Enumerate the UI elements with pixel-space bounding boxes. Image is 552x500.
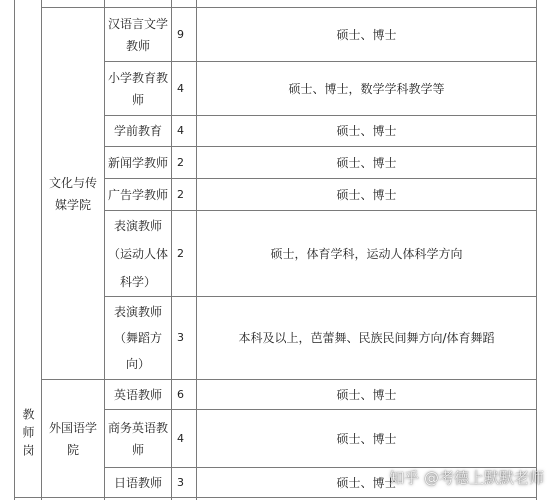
position-text: 学前教育	[113, 124, 162, 138]
requirement-text: 硕士、博士，数学学科教学等	[288, 81, 445, 96]
requirement-text: 硕士、博士	[336, 475, 397, 490]
count-text: 4	[177, 124, 184, 137]
count-cell	[172, 380, 196, 409]
requirement-cell	[197, 297, 536, 379]
count-text: 3	[177, 475, 184, 489]
college-name: 文化与传媒学院	[48, 175, 97, 212]
requirement-cell	[197, 8, 536, 61]
position-cell	[105, 410, 171, 467]
requirement-cell	[197, 147, 536, 178]
count-cell	[172, 179, 196, 210]
count-cell	[172, 147, 196, 178]
position-cell	[105, 211, 171, 296]
count-text: 4	[177, 81, 184, 95]
position-cell	[105, 297, 171, 379]
position-cell	[105, 468, 171, 497]
position-text: 表演教师（舞蹈方向）	[113, 305, 162, 371]
college-cell	[42, 380, 104, 497]
count-cell	[172, 8, 196, 61]
requirement-text: 硕士，体育学科，运动人体科学方向	[270, 246, 463, 261]
requirement-cell	[197, 211, 536, 296]
count-cell	[172, 468, 196, 497]
requirement-cell	[197, 62, 536, 115]
count-text: 6	[177, 387, 184, 401]
count-text: 3	[177, 331, 184, 344]
requirement-text: 硕士、博士	[336, 387, 397, 402]
position-cell	[105, 380, 171, 409]
requirement-cell	[197, 116, 536, 146]
position-text: 英语教师	[113, 387, 162, 402]
requirement-text: 本科及以上，芭蕾舞、民族民间舞方向/体育舞蹈	[238, 331, 495, 345]
requirement-cell	[197, 380, 536, 409]
position-text: 商务英语教师	[107, 420, 168, 457]
position-text: 表演教师（运动人体科学）	[107, 218, 168, 289]
count-cell	[172, 410, 196, 467]
position-cell	[105, 8, 171, 61]
position-text: 新闻学教师	[107, 155, 168, 170]
count-text: 2	[177, 246, 184, 260]
requirement-text: 硕士、博士	[336, 431, 397, 446]
table-border-right	[536, 0, 537, 500]
count-text: 4	[177, 431, 184, 445]
count-text: 2	[177, 187, 184, 201]
count-cell	[172, 211, 196, 296]
requirement-text: 硕士、博士	[336, 124, 397, 138]
requirement-cell	[197, 410, 536, 467]
position-text: 日语教师	[113, 475, 162, 490]
watermark-text: 知乎 @考德上默默老师	[389, 469, 544, 487]
position-cell	[105, 179, 171, 210]
side-label-text: 教师岗	[21, 408, 35, 462]
count-cell	[172, 116, 196, 146]
requirement-cell	[197, 179, 536, 210]
position-text: 小学教育教师	[107, 70, 168, 107]
count-text: 2	[177, 155, 184, 169]
position-cell	[105, 62, 171, 115]
position-text: 汉语言文学教师	[107, 16, 168, 53]
count-text: 9	[177, 27, 184, 41]
watermark	[389, 467, 544, 488]
side-label	[15, 390, 41, 480]
requirement-text: 硕士、博士	[336, 187, 397, 202]
position-cell	[105, 147, 171, 178]
requirement-text: 硕士、博士	[336, 27, 397, 42]
count-cell	[172, 62, 196, 115]
requirement-text: 硕士、博士	[336, 155, 397, 170]
college-cell	[42, 8, 104, 379]
college-name: 外国语学院	[48, 420, 97, 457]
position-cell	[105, 116, 171, 146]
position-text: 广告学教师	[107, 187, 168, 202]
count-cell	[172, 297, 196, 379]
table-bottom-line	[14, 497, 537, 498]
